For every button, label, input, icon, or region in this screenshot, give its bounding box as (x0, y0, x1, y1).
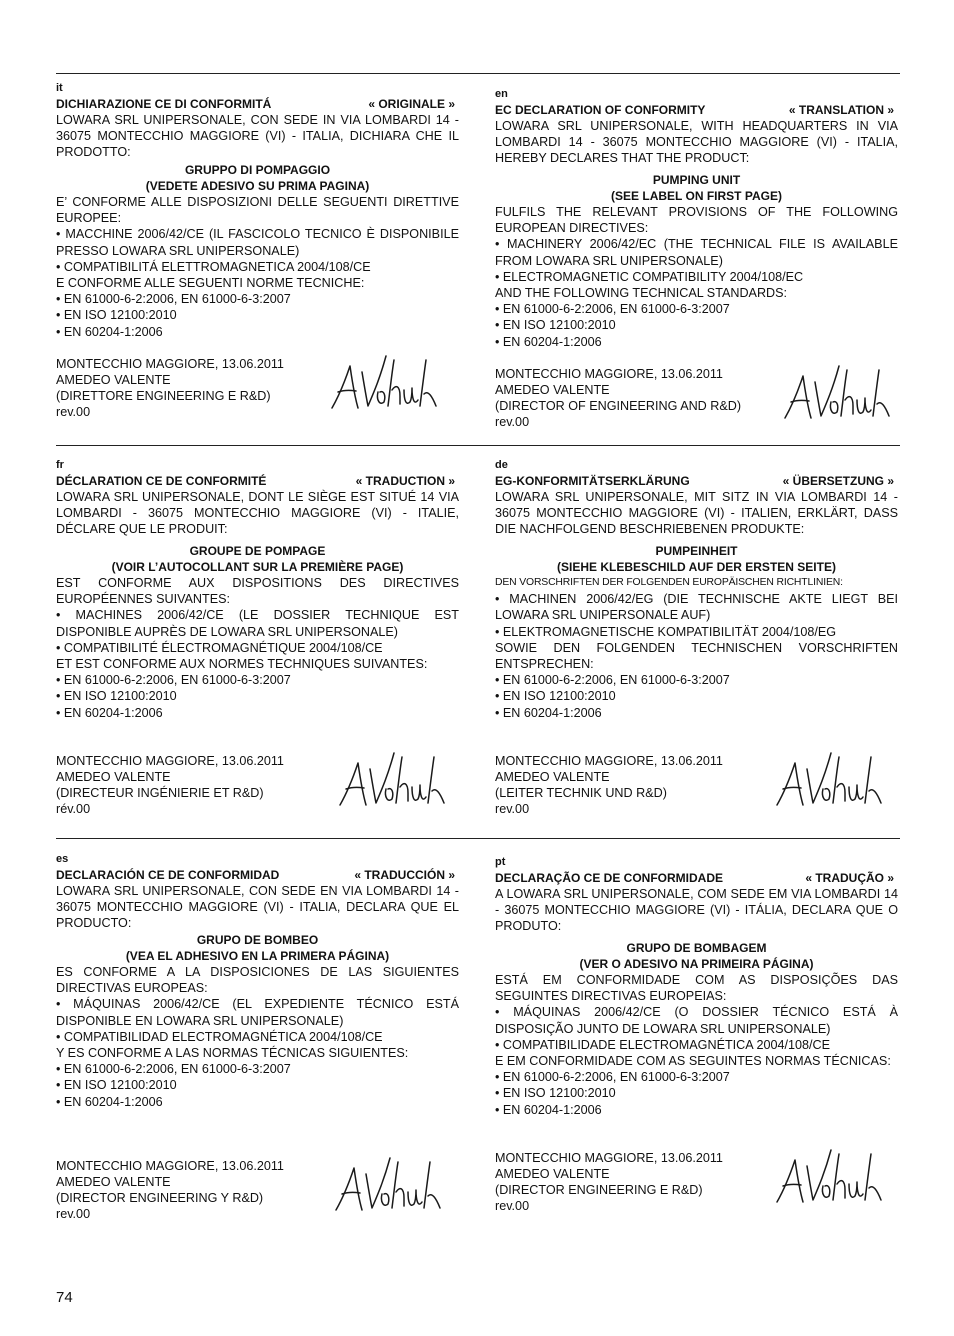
standards-intro: ET EST CONFORME AUX NORMES TECHNIQUES SUIVANTES: (56, 657, 428, 672)
signer-name: AMEDEO VALENTE (495, 770, 610, 785)
emc-directive: • COMPATIBILIDADE ELECTROMAGNÉTICA 2004/108/CE (495, 1037, 830, 1052)
place-date: MONTECCHIO MAGGIORE, 13.06.2011 (56, 1158, 284, 1173)
signature-image (328, 350, 440, 412)
conformity-statement: ESTÁ EM CONFORMIDADE COM AS DISPOSIÇÕES DAS SEGUINTES DIRECTIVAS EUROPEIAS: (495, 973, 898, 1004)
standard-item: • EN ISO 12100:2010 (56, 308, 177, 323)
product-label-note: (SEE LABEL ON FIRST PAGE) (611, 188, 782, 203)
signer-name: AMEDEO VALENTE (495, 383, 610, 398)
title-text: DICHIARAZIONE CE DI CONFORMITÁ (56, 97, 272, 111)
declaration-title (495, 102, 898, 118)
standard-item: • EN 61000-6-2:2006, EN 61000-6-3:2007 (56, 292, 291, 307)
revision: rev.00 (495, 415, 530, 430)
signer-role: (DIRETTORE ENGINEERING E R&D) (56, 389, 271, 404)
version-tag: « TRANSLATION » (788, 103, 894, 117)
signature-block (495, 753, 898, 818)
machinery-directive: • MÁQUINAS 2006/42/CE (EL EXPEDIENTE TÉCNICO ESTÁ DISPONIBLE EN LOWARA SRL UNIPERSONALE) (56, 997, 459, 1028)
product-label-note: (VEDETE ADESIVO SU PRIMA PAGINA) (145, 178, 370, 193)
emc-directive: • COMPATIBILITÉ ÉLECTROMAGNÉTIQUE 2004/108/CE (56, 640, 383, 655)
machinery-directive: • MACHINES 2006/42/CE (LE DOSSIER TECHNIQUE EST DISPONIBLE AUPRÈS DE LOWARA SRL UNIPERSONALE) (56, 608, 459, 639)
declaration-title (56, 473, 459, 489)
standard-item: • EN ISO 12100:2010 (495, 318, 616, 333)
divider-middle (56, 445, 900, 446)
signer-name: AMEDEO VALENTE (56, 373, 171, 388)
place-date: MONTECCHIO MAGGIORE, 13.06.2011 (495, 753, 723, 768)
page-number: 74 (56, 1289, 73, 1306)
intro-text: LOWARA SRL UNIPERSONALE, CON SEDE EN VIA LOMBARDI 14 - 36075 MONTECCHIO MAGGIORE (VI) - ITALIA, DECLARA QUE EL PRODUCTO: (56, 884, 459, 931)
product-name: GROUPE DE POMPAGE (189, 543, 326, 558)
version-tag: « TRADUÇÃO » (805, 871, 894, 885)
standard-item: • EN 61000-6-2:2006, EN 61000-6-3:2007 (495, 673, 730, 688)
machinery-directive: • MACCHINE 2006/42/CE (IL FASCICOLO TECNICO È DISPONIBILE PRESSO LOWARA SRL UNIPERSONALE) (56, 227, 459, 258)
declaration-title (495, 473, 898, 489)
version-tag: « TRADUCCIÓN » (354, 868, 455, 882)
divider-lower (56, 838, 900, 839)
title-text: DECLARAÇÃO CE DE CONFORMIDADE (495, 871, 723, 885)
intro-text: LOWARA SRL UNIPERSONALE, DONT LE SIÈGE EST SITUÉ 14 VIA LOMBARDI - 36075 MONTECCHIO MAGGIORE (VI) - ITALIE, DÉCLARE QUE LE PRODUIT: (56, 490, 459, 537)
language-code: pt (495, 856, 506, 868)
place-date: MONTECCHIO MAGGIORE, 13.06.2011 (56, 356, 284, 371)
emc-directive: • COMPATIBILIDAD ELECTROMAGNÉTICA 2004/108/CE (56, 1029, 383, 1044)
language-code: en (495, 88, 508, 100)
revision: rev.00 (56, 405, 91, 420)
intro-text: A LOWARA SRL UNIPERSONALE, COM SEDE EM VIA LOMBARDI 14 - 36075 MONTECCHIO MAGGIORE (VI) - ITÁLIA, DECLARA QUE O PRODUTO: (495, 887, 898, 934)
signer-role: (DIRECTOR ENGINEERING Y R&D) (56, 1191, 264, 1206)
declaration-de (495, 457, 898, 818)
product-name: GRUPO DE BOMBEO (196, 932, 319, 947)
standard-item: • EN 61000-6-2:2006, EN 61000-6-3:2007 (56, 673, 291, 688)
intro-text: LOWARA SRL UNIPERSONALE, WITH HEADQUARTERS IN VIA LOMBARDI 14 - 36075 MONTECCHIO MAGGIORE (VI) - ITALIA, HEREBY DECLARES THAT THE PRODUCT: (495, 119, 898, 166)
standards-intro: E EM CONFORMIDADE COM AS SEGUINTES NORMAS TÉCNICAS: (495, 1054, 891, 1069)
title-text: DÉCLARATION CE DE CONFORMITÉ (56, 474, 267, 488)
language-code: de (495, 459, 508, 471)
conformity-statement: EST CONFORME AUX DISPOSITIONS DES DIRECTIVES EUROPÉENNES SUIVANTES: (56, 576, 459, 607)
declaration-es (56, 851, 459, 1223)
declaration-en (495, 86, 898, 431)
place-date: MONTECCHIO MAGGIORE, 13.06.2011 (495, 366, 723, 381)
revision: rev.00 (56, 1207, 91, 1222)
signer-name: AMEDEO VALENTE (56, 770, 171, 785)
signer-role: (DIRECTOR OF ENGINEERING AND R&D) (495, 399, 742, 414)
language-code: es (56, 853, 69, 865)
standard-item: • EN ISO 12100:2010 (495, 1086, 616, 1101)
signer-name: AMEDEO VALENTE (495, 1167, 610, 1182)
standard-item: • EN 61000-6-2:2006, EN 61000-6-3:2007 (495, 302, 730, 317)
signature-block (495, 366, 898, 431)
intro-text: LOWARA SRL UNIPERSONALE, CON SEDE IN VIA LOMBARDI 14 - 36075 MONTECCHIO MAGGIORE (VI) - ITALIA, DICHIARA CHE IL PRODOTTO: (56, 113, 459, 160)
standards-intro: SOWIE DEN FOLGENDEN TECHNISCHEN VORSCHRIFTEN ENTSPRECHEN: (495, 640, 898, 672)
standard-item: • EN 61000-6-2:2006, EN 61000-6-3:2007 (56, 1062, 291, 1077)
signature-block (56, 1158, 459, 1223)
emc-directive: • ELECTROMAGNETIC COMPATIBILITY 2004/108/EC (495, 269, 804, 284)
signer-role: (DIRECTOR ENGINEERING E R&D) (495, 1183, 703, 1198)
declaration-fr (56, 457, 459, 818)
standard-item: • EN 60204-1:2006 (495, 705, 602, 720)
machinery-directive: • MACHINEN 2006/42/EG (DIE TECHNISCHE AKTE LIEGT BEI LOWARA SRL UNIPERSONALE AUF) (495, 592, 898, 623)
standard-item: • EN ISO 12100:2010 (56, 689, 177, 704)
conformity-statement: E’ CONFORME ALLE DISPOSIZIONI DELLE SEGUENTI DIRETTIVE EUROPEE: (56, 195, 459, 226)
machinery-directive: • MACHINERY 2006/42/EC (THE TECHNICAL FILE IS AVAILABLE FROM LOWARA SRL UNIPERSONALE) (495, 237, 898, 268)
signature-image (773, 747, 885, 809)
product-name: GRUPPO DI POMPAGGIO (184, 162, 331, 177)
declaration-pt (495, 854, 898, 1215)
revision: rév.00 (56, 802, 91, 817)
standard-item: • EN ISO 12100:2010 (56, 1078, 177, 1093)
conformity-statement: ES CONFORME A LA DISPOSICIONES DE LAS SIGUIENTES DIRECTIVAS EUROPEAS: (56, 965, 459, 996)
declaration-title (495, 870, 898, 886)
language-code: it (56, 82, 63, 94)
divider-top (56, 73, 900, 74)
version-tag: « ÜBERSETZUNG » (782, 474, 894, 488)
standard-item: • EN 60204-1:2006 (56, 1094, 163, 1109)
standards-intro: Y ES CONFORME A LAS NORMAS TÉCNICAS SIGUIENTES: (56, 1046, 409, 1061)
declaration-title (56, 96, 459, 112)
product-label-note: (SIEHE KLEBESCHILD AUF DER ERSTEN SEITE) (557, 559, 836, 574)
product-name: GRUPO DE BOMBAGEM (626, 940, 767, 955)
conformity-statement: FULFILS THE RELEVANT PROVISIONS OF THE FOLLOWING EUROPEAN DIRECTIVES: (495, 205, 898, 236)
standard-item: • EN 60204-1:2006 (495, 334, 602, 349)
signature-block (495, 1150, 898, 1215)
signer-role: (LEITER TECHNIK UND R&D) (495, 786, 667, 801)
standards-intro: E CONFORME ALLE SEGUENTI NORME TECNICHE: (56, 276, 365, 291)
signature-image (773, 1144, 885, 1206)
signature-block (56, 356, 459, 421)
language-code: fr (56, 459, 64, 471)
standard-item: • EN 60204-1:2006 (56, 324, 163, 339)
product-label-note: (VEA EL ADHESIVO EN LA PRIMERA PÁGINA) (125, 948, 390, 963)
place-date: MONTECCHIO MAGGIORE, 13.06.2011 (56, 753, 284, 768)
emc-directive: • COMPATIBILITÁ ELETTROMAGNETICA 2004/108/CE (56, 259, 371, 274)
product-name: PUMPEINHEIT (655, 543, 738, 558)
revision: rev.00 (495, 802, 530, 817)
version-tag: « TRADUCTION » (355, 474, 455, 488)
product-name: PUMPING UNIT (652, 172, 741, 187)
standard-item: • EN 60204-1:2006 (56, 705, 163, 720)
version-tag: « ORIGINALE » (368, 97, 455, 111)
emc-directive: • ELEKTROMAGNETISCHE KOMPATIBILITÄT 2004/108/EG (495, 624, 837, 639)
declaration-it (56, 80, 459, 421)
product-label-note: (VER O ADESIVO NA PRIMEIRA PÁGINA) (579, 956, 814, 971)
conformity-statement: DEN VORSCHRIFTEN DER FOLGENDEN EUROPÄISCHEN RICHTLINIEN: (495, 577, 843, 589)
signature-image (781, 360, 893, 422)
title-text: EC DECLARATION OF CONFORMITY (495, 103, 706, 117)
standard-item: • EN ISO 12100:2010 (495, 689, 616, 704)
signer-role: (DIRECTEUR INGÉNIERIE ET R&D) (56, 786, 264, 801)
declaration-title (56, 867, 459, 883)
standards-intro: AND THE FOLLOWING TECHNICAL STANDARDS: (495, 286, 788, 301)
title-text: EG-KONFORMITÄTSERKLÄRUNG (495, 474, 690, 488)
signature-block (56, 753, 459, 818)
machinery-directive: • MÁQUINAS 2006/42/CE (O DOSSIER TÉCNICO ESTÁ À DISPOSIÇÃO JUNTO DE LOWARA SRL UNIPERSONALE) (495, 1005, 898, 1036)
product-label-note: (VOIR L’AUTOCOLLANT SUR LA PREMIÈRE PAGE) (111, 559, 404, 574)
signature-image (336, 747, 448, 809)
intro-text: LOWARA SRL UNIPERSONALE, MIT SITZ IN VIA LOMBARDI 14 - 36075 MONTECCHIO MAGGIORE (VI) - ITALIEN, ERKLÄRT, DASS DIE NACHFOLGEND BESCHRIEBENEN PRODUKTE: (495, 490, 898, 537)
standard-item: • EN 60204-1:2006 (495, 1102, 602, 1117)
signer-name: AMEDEO VALENTE (56, 1175, 171, 1190)
revision: rev.00 (495, 1199, 530, 1214)
standard-item: • EN 61000-6-2:2006, EN 61000-6-3:2007 (495, 1070, 730, 1085)
place-date: MONTECCHIO MAGGIORE, 13.06.2011 (495, 1150, 723, 1165)
signature-image (332, 1152, 444, 1214)
title-text: DECLARACIÓN CE DE CONFORMIDAD (56, 868, 280, 882)
